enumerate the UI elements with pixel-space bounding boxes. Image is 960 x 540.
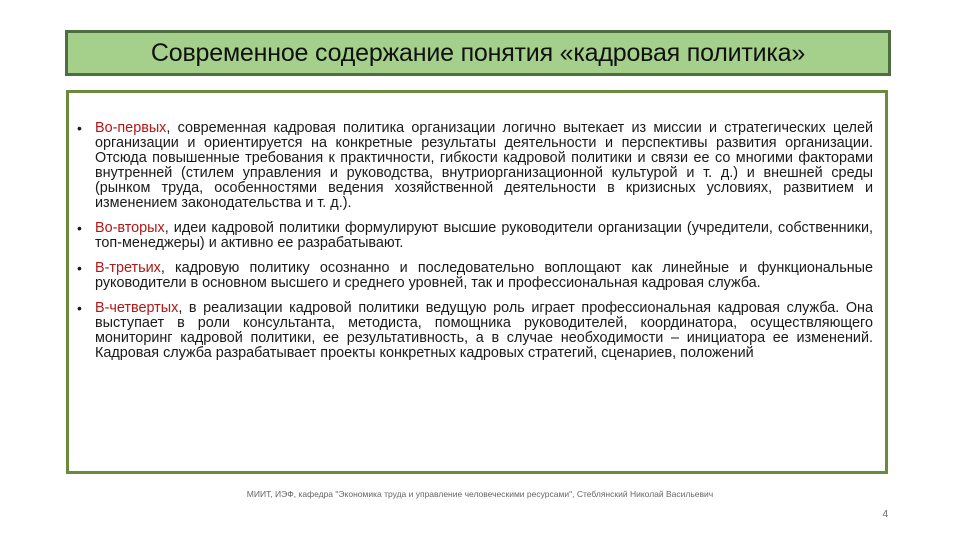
point-lead: Во-вторых: [95, 220, 165, 236]
list-item: [77, 301, 873, 361]
bullet-icon: •: [77, 220, 82, 236]
bullet-icon: •: [77, 300, 82, 316]
slide-title: Современное содержание понятия «кадровая политика»: [150, 38, 806, 67]
bullet-icon: •: [77, 260, 82, 276]
list-item: [77, 121, 873, 211]
list-item: [77, 221, 873, 251]
slide-title-box: [65, 30, 891, 76]
point-lead: В-четвертых: [95, 300, 179, 316]
bullet-icon: •: [77, 120, 82, 136]
point-text: , современная кадровая политика организации логично вытекает из миссии и стратегических целей организации и ориентируется на конкретные результаты деятельности и перспективы развития организации. Отсюда повышенные требования к практичности, гибкости кадровой политики и связи ее со многими факторами внутренней (стилем управления и руководства, внутриорганизационной культурой и т. д.) и внешней среды (рынком труда, особенностями ведения хозяйственной деятельности в кризисных условиях, развитием и изменением законодательства и т. д.).: [95, 120, 873, 211]
point-text: , в реализации кадровой политики ведущую роль играет профессиональная кадровая служба. Она выступает в роли консультанта, методиста, помощника руководителей, координатора, осуществляющего мониторинг кадровой политики, ее результативность, а в случае необходимости – инициатора ее изменений. Кадровая служба разрабатывает проекты конкретных кадровых стратегий, сценариев, положений: [95, 300, 873, 361]
slide-footer: МИИТ, ИЭФ, кафедра "Экономика труда и управление человеческими ресурсами", Стеблянский Николай Васильевич: [246, 489, 714, 499]
point-text: , идеи кадровой политики формулируют высшие руководители организации (учредители, собственники, топ-менеджеры) и активно ее разрабатывают.: [95, 220, 873, 251]
page-number: 4: [882, 509, 888, 520]
point-lead: Во-первых: [95, 120, 167, 136]
point-lead: В-третьих: [95, 260, 161, 276]
point-text: , кадровую политику осознанно и последовательно воплощают как линейные и функциональные руководители в основном высшего и среднего уровней, так и профессиональная кадровая служба.: [95, 260, 873, 291]
content-box: [66, 90, 888, 474]
list-item: [77, 261, 873, 291]
bullet-list: [77, 121, 873, 361]
